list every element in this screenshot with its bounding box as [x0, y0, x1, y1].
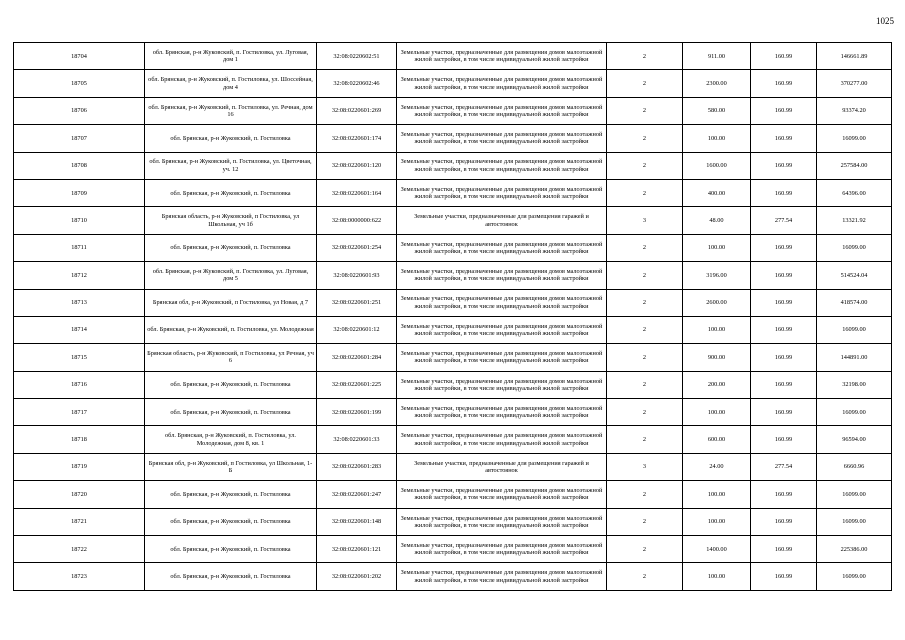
specific-value-cell: 160.99: [751, 399, 817, 426]
specific-value-cell: 160.99: [751, 179, 817, 206]
specific-value-cell: 160.99: [751, 371, 817, 398]
address-cell: Брянская обл, р-н Жуковский, п Гостиловка, ул Школьная, 1-Б: [145, 453, 317, 480]
table-row: [14, 508, 892, 535]
area-cell: 2300.00: [683, 70, 751, 97]
table-row: [14, 152, 892, 179]
cadastral-value-cell: 514524.04: [817, 262, 892, 289]
cadastral-number-cell: 32:08:0220601:284: [317, 344, 397, 371]
group-number-cell: 3: [607, 453, 683, 480]
land-use-cell: Земельные участки, предназначенные для размещения домов малоэтажной жилой застройки, в том числе индивидуальной жилой застройки: [397, 371, 607, 398]
cadastral-number-cell: 32:08:0220601:254: [317, 234, 397, 261]
address-cell: обл. Брянская, р-н Жуковский, п. Гостиловка, ул. Луговая, дом 5: [145, 262, 317, 289]
cadastral-number-cell: 32:08:0220601:247: [317, 481, 397, 508]
cadastral-value-cell: 6660.96: [817, 453, 892, 480]
specific-value-cell: 160.99: [751, 508, 817, 535]
row-number-cell: 18716: [14, 371, 145, 398]
land-use-cell: Земельные участки, предназначенные для размещения домов малоэтажной жилой застройки, в том числе индивидуальной жилой застройки: [397, 508, 607, 535]
area-cell: 1600.00: [683, 152, 751, 179]
row-number-cell: 18709: [14, 179, 145, 206]
specific-value-cell: 160.99: [751, 316, 817, 343]
specific-value-cell: 160.99: [751, 234, 817, 261]
area-cell: 24.00: [683, 453, 751, 480]
specific-value-cell: 160.99: [751, 563, 817, 590]
cadastral-value-cell: 96594.00: [817, 426, 892, 453]
table-row: [14, 536, 892, 563]
area-cell: 200.00: [683, 371, 751, 398]
address-cell: обл. Брянская, р-н Жуковский, п. Гостиловка: [145, 508, 317, 535]
land-use-cell: Земельные участки, предназначенные для размещения гаражей и автостоянок: [397, 453, 607, 480]
cadastral-value-cell: 257584.00: [817, 152, 892, 179]
row-number-cell: 18718: [14, 426, 145, 453]
land-plots-table: [13, 42, 892, 591]
address-cell: обл. Брянская, р-н Жуковский, п. Гостиловка: [145, 179, 317, 206]
address-cell: обл. Брянская, р-н Жуковский, п. Гостиловка: [145, 481, 317, 508]
cadastral-value-cell: 16099.00: [817, 399, 892, 426]
specific-value-cell: 160.99: [751, 152, 817, 179]
table-row: [14, 289, 892, 316]
cadastral-value-cell: 16099.00: [817, 316, 892, 343]
cadastral-number-cell: 32:08:0220601:148: [317, 508, 397, 535]
table-row: [14, 316, 892, 343]
cadastral-number-cell: 32:08:0000000:622: [317, 207, 397, 234]
cadastral-number-cell: 32:08:0220601:202: [317, 563, 397, 590]
table-row: [14, 481, 892, 508]
cadastral-number-cell: 32:08:0220602:46: [317, 70, 397, 97]
specific-value-cell: 160.99: [751, 344, 817, 371]
group-number-cell: 2: [607, 289, 683, 316]
land-use-cell: Земельные участки, предназначенные для размещения домов малоэтажной жилой застройки, в том числе индивидуальной жилой застройки: [397, 125, 607, 152]
area-cell: 100.00: [683, 234, 751, 261]
table-row: [14, 43, 892, 70]
cadastral-number-cell: 32:08:0220601:120: [317, 152, 397, 179]
row-number-cell: 18705: [14, 70, 145, 97]
cadastral-value-cell: 418574.00: [817, 289, 892, 316]
land-use-cell: Земельные участки, предназначенные для размещения домов малоэтажной жилой застройки, в том числе индивидуальной жилой застройки: [397, 97, 607, 124]
table-row: [14, 344, 892, 371]
address-cell: обл. Брянская, р-н Жуковский, п. Гостиловка: [145, 234, 317, 261]
cadastral-value-cell: 93374.20: [817, 97, 892, 124]
land-use-cell: Земельные участки, предназначенные для размещения домов малоэтажной жилой застройки, в том числе индивидуальной жилой застройки: [397, 179, 607, 206]
area-cell: 900.00: [683, 344, 751, 371]
row-number-cell: 18711: [14, 234, 145, 261]
address-cell: обл. Брянская, р-н Жуковский, п. Гостиловка, ул. Шоссейная, дом 4: [145, 70, 317, 97]
row-number-cell: 18712: [14, 262, 145, 289]
cadastral-number-cell: 32:08:0220601:12: [317, 316, 397, 343]
area-cell: 100.00: [683, 125, 751, 152]
cadastral-value-cell: 64396.00: [817, 179, 892, 206]
address-cell: Брянская область, р-н Жуковский, п Гостиловка, ул Школьная, уч 1б: [145, 207, 317, 234]
address-cell: обл. Брянская, р-н Жуковский, п. Гостиловка, ул. Луговая, дом 1: [145, 43, 317, 70]
cadastral-value-cell: 225386.00: [817, 536, 892, 563]
row-number-cell: 18721: [14, 508, 145, 535]
group-number-cell: 2: [607, 125, 683, 152]
cadastral-number-cell: 32:08:0220601:121: [317, 536, 397, 563]
specific-value-cell: 160.99: [751, 125, 817, 152]
row-number-cell: 18717: [14, 399, 145, 426]
group-number-cell: 2: [607, 481, 683, 508]
cadastral-number-cell: 32:08:0220601:225: [317, 371, 397, 398]
cadastral-value-cell: 16099.00: [817, 481, 892, 508]
table-row: [14, 563, 892, 590]
group-number-cell: 2: [607, 563, 683, 590]
area-cell: 100.00: [683, 508, 751, 535]
land-use-cell: Земельные участки, предназначенные для размещения домов малоэтажной жилой застройки, в том числе индивидуальной жилой застройки: [397, 234, 607, 261]
address-cell: обл. Брянская, р-н Жуковский, п. Гостиловка: [145, 536, 317, 563]
specific-value-cell: 277.54: [751, 207, 817, 234]
cadastral-number-cell: 32:08:0220601:283: [317, 453, 397, 480]
table-row: [14, 399, 892, 426]
area-cell: 100.00: [683, 481, 751, 508]
table-row: [14, 97, 892, 124]
row-number-cell: 18722: [14, 536, 145, 563]
area-cell: 580.00: [683, 97, 751, 124]
area-cell: 48.00: [683, 207, 751, 234]
group-number-cell: 2: [607, 179, 683, 206]
row-number-cell: 18710: [14, 207, 145, 234]
group-number-cell: 2: [607, 371, 683, 398]
land-use-cell: Земельные участки, предназначенные для размещения домов малоэтажной жилой застройки, в том числе индивидуальной жилой застройки: [397, 70, 607, 97]
group-number-cell: 2: [607, 70, 683, 97]
cadastral-value-cell: 32198.00: [817, 371, 892, 398]
land-use-cell: Земельные участки, предназначенные для размещения домов малоэтажной жилой застройки, в том числе индивидуальной жилой застройки: [397, 262, 607, 289]
row-number-cell: 18719: [14, 453, 145, 480]
address-cell: Брянская область, р-н Жуковский, п Гостиловка, ул Речная, уч 6: [145, 344, 317, 371]
cadastral-value-cell: 370277.00: [817, 70, 892, 97]
specific-value-cell: 160.99: [751, 536, 817, 563]
specific-value-cell: 277.54: [751, 453, 817, 480]
specific-value-cell: 160.99: [751, 262, 817, 289]
cadastral-number-cell: 32:08:0220601:251: [317, 289, 397, 316]
cadastral-value-cell: 16099.00: [817, 508, 892, 535]
row-number-cell: 18704: [14, 43, 145, 70]
address-cell: обл. Брянская, р-н Жуковский, п. Гостиловка, ул. Молодежная, дом 8, кв. 1: [145, 426, 317, 453]
cadastral-number-cell: 32:08:0220601:93: [317, 262, 397, 289]
group-number-cell: 2: [607, 344, 683, 371]
specific-value-cell: 160.99: [751, 70, 817, 97]
group-number-cell: 2: [607, 262, 683, 289]
area-cell: 400.00: [683, 179, 751, 206]
address-cell: обл. Брянская, р-н Жуковский, п. Гостиловка: [145, 399, 317, 426]
land-use-cell: Земельные участки, предназначенные для размещения домов малоэтажной жилой застройки, в том числе индивидуальной жилой застройки: [397, 43, 607, 70]
group-number-cell: 2: [607, 536, 683, 563]
table-row: [14, 453, 892, 480]
group-number-cell: 2: [607, 152, 683, 179]
area-cell: 600.00: [683, 426, 751, 453]
row-number-cell: 18713: [14, 289, 145, 316]
table-row: [14, 207, 892, 234]
table-row: [14, 262, 892, 289]
page-number: 1025: [876, 16, 894, 26]
group-number-cell: 2: [607, 234, 683, 261]
table-row: [14, 179, 892, 206]
cadastral-value-cell: 13321.92: [817, 207, 892, 234]
land-use-cell: Земельные участки, предназначенные для размещения домов малоэтажной жилой застройки, в том числе индивидуальной жилой застройки: [397, 344, 607, 371]
specific-value-cell: 160.99: [751, 426, 817, 453]
row-number-cell: 18720: [14, 481, 145, 508]
area-cell: 2600.00: [683, 289, 751, 316]
table-row: [14, 371, 892, 398]
cadastral-value-cell: 16099.00: [817, 125, 892, 152]
cadastral-value-cell: 146661.89: [817, 43, 892, 70]
cadastral-number-cell: 32:08:0220601:33: [317, 426, 397, 453]
group-number-cell: 2: [607, 97, 683, 124]
land-use-cell: Земельные участки, предназначенные для размещения домов малоэтажной жилой застройки, в том числе индивидуальной жилой застройки: [397, 563, 607, 590]
address-cell: обл. Брянская, р-н Жуковский, п. Гостиловка, ул. Цветочная, уч. 12: [145, 152, 317, 179]
land-use-cell: Земельные участки, предназначенные для размещения домов малоэтажной жилой застройки, в том числе индивидуальной жилой застройки: [397, 316, 607, 343]
area-cell: 1400.00: [683, 536, 751, 563]
cadastral-value-cell: 144891.00: [817, 344, 892, 371]
table-row: [14, 70, 892, 97]
address-cell: обл. Брянская, р-н Жуковский, п. Гостиловка: [145, 125, 317, 152]
address-cell: обл. Брянская, р-н Жуковский, п. Гостиловка, ул. Молодежная: [145, 316, 317, 343]
group-number-cell: 2: [607, 399, 683, 426]
table-row: [14, 234, 892, 261]
address-cell: обл. Брянская, р-н Жуковский, п. Гостиловка: [145, 371, 317, 398]
row-number-cell: 18723: [14, 563, 145, 590]
group-number-cell: 3: [607, 207, 683, 234]
area-cell: 911.00: [683, 43, 751, 70]
land-use-cell: Земельные участки, предназначенные для размещения гаражей и автостоянок: [397, 207, 607, 234]
row-number-cell: 18707: [14, 125, 145, 152]
table-row: [14, 426, 892, 453]
group-number-cell: 2: [607, 426, 683, 453]
land-use-cell: Земельные участки, предназначенные для размещения домов малоэтажной жилой застройки, в том числе индивидуальной жилой застройки: [397, 536, 607, 563]
group-number-cell: 2: [607, 508, 683, 535]
cadastral-value-cell: 16099.00: [817, 234, 892, 261]
group-number-cell: 2: [607, 316, 683, 343]
area-cell: 3196.00: [683, 262, 751, 289]
table-row: [14, 125, 892, 152]
cadastral-value-cell: 16099.00: [817, 563, 892, 590]
land-use-cell: Земельные участки, предназначенные для размещения домов малоэтажной жилой застройки, в том числе индивидуальной жилой застройки: [397, 426, 607, 453]
cadastral-number-cell: 32:08:0220601:269: [317, 97, 397, 124]
area-cell: 100.00: [683, 563, 751, 590]
specific-value-cell: 160.99: [751, 43, 817, 70]
land-use-cell: Земельные участки, предназначенные для размещения домов малоэтажной жилой застройки, в том числе индивидуальной жилой застройки: [397, 289, 607, 316]
area-cell: 100.00: [683, 399, 751, 426]
specific-value-cell: 160.99: [751, 289, 817, 316]
row-number-cell: 18714: [14, 316, 145, 343]
area-cell: 100.00: [683, 316, 751, 343]
specific-value-cell: 160.99: [751, 97, 817, 124]
cadastral-number-cell: 32:08:0220602:51: [317, 43, 397, 70]
group-number-cell: 2: [607, 43, 683, 70]
address-cell: Брянская обл, р-н Жуковский, п Гостиловка, ул Новая, д 7: [145, 289, 317, 316]
specific-value-cell: 160.99: [751, 481, 817, 508]
row-number-cell: 18708: [14, 152, 145, 179]
land-use-cell: Земельные участки, предназначенные для размещения домов малоэтажной жилой застройки, в том числе индивидуальной жилой застройки: [397, 399, 607, 426]
address-cell: обл. Брянская, р-н Жуковский, п. Гостиловка, ул. Речная, дом 16: [145, 97, 317, 124]
land-use-cell: Земельные участки, предназначенные для размещения домов малоэтажной жилой застройки, в том числе индивидуальной жилой застройки: [397, 152, 607, 179]
land-use-cell: Земельные участки, предназначенные для размещения домов малоэтажной жилой застройки, в том числе индивидуальной жилой застройки: [397, 481, 607, 508]
cadastral-number-cell: 32:08:0220601:174: [317, 125, 397, 152]
address-cell: обл. Брянская, р-н Жуковский, п. Гостиловка: [145, 563, 317, 590]
row-number-cell: 18715: [14, 344, 145, 371]
cadastral-number-cell: 32:08:0220601:199: [317, 399, 397, 426]
cadastral-number-cell: 32:08:0220601:164: [317, 179, 397, 206]
row-number-cell: 18706: [14, 97, 145, 124]
